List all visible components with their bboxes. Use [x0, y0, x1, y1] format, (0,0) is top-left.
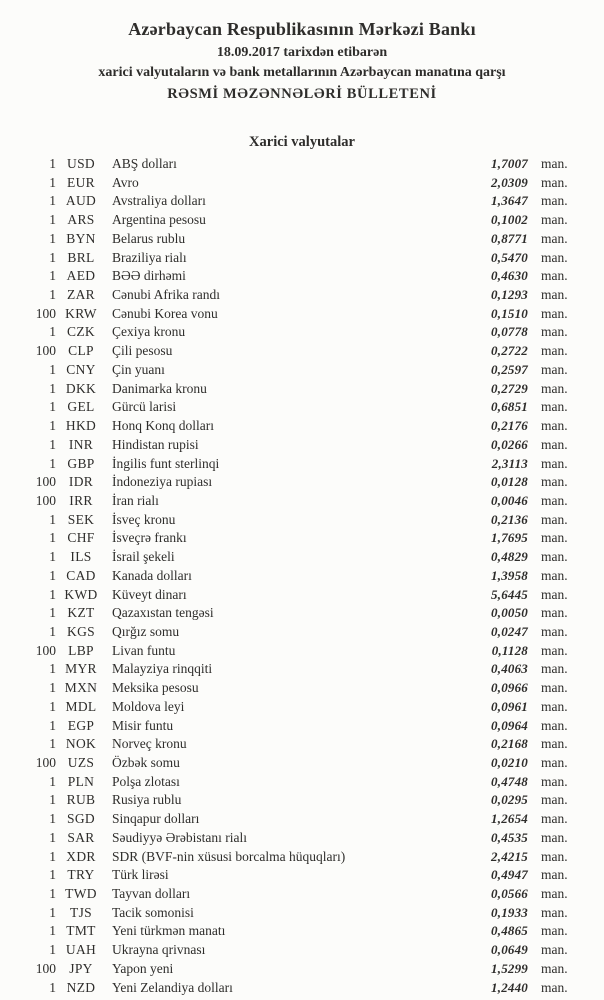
section-title-foreign-currencies: Xarici valyutalar	[249, 134, 355, 150]
rate-code: NZD	[66, 979, 96, 995]
rate-unit: man.	[541, 230, 568, 246]
rate-code: MDL	[65, 698, 97, 714]
rate-value: 0,0050	[491, 605, 528, 621]
rate-code: TRY	[67, 867, 95, 883]
rate-value: 0,1933	[491, 904, 528, 920]
rate-row	[0, 512, 604, 531]
rate-name: Yeni türkmən manatı	[112, 923, 226, 939]
rate-row	[0, 867, 604, 886]
rate-value: 0,4865	[491, 923, 528, 939]
rate-row	[0, 268, 604, 287]
rate-name: Çili pesosu	[112, 343, 173, 359]
rate-code: TJS	[70, 904, 92, 920]
rate-row	[0, 961, 604, 980]
rate-code: GEL	[67, 399, 95, 415]
rate-code: CAD	[66, 567, 96, 583]
rate-row	[0, 456, 604, 475]
rate-code: NOK	[65, 736, 97, 752]
rate-unit: man.	[541, 642, 568, 658]
rate-value: 0,0128	[491, 474, 528, 490]
rate-value: 0,5470	[491, 249, 528, 265]
rate-value: 2,0309	[491, 174, 528, 190]
rate-qty: 1	[49, 661, 56, 677]
rate-code: BRL	[67, 249, 95, 265]
rate-unit: man.	[541, 792, 568, 808]
rate-value: 1,3958	[491, 567, 528, 583]
rate-row	[0, 549, 604, 568]
rate-name: Tacik somonisi	[112, 904, 194, 920]
rate-qty: 1	[49, 979, 56, 995]
rate-qty: 1	[49, 380, 56, 396]
rate-unit: man.	[541, 979, 568, 995]
rate-unit: man.	[541, 249, 568, 265]
rate-unit: man.	[541, 942, 568, 958]
rate-value: 0,2722	[491, 343, 528, 359]
rate-unit: man.	[541, 605, 568, 621]
rate-value: 0,0566	[491, 886, 528, 902]
rate-qty: 1	[49, 418, 56, 434]
rate-qty: 1	[49, 156, 56, 171]
rate-row	[0, 605, 604, 624]
rate-code: ZAR	[67, 287, 95, 303]
rate-value: 0,2597	[491, 361, 528, 377]
rate-name: Belarus rublu	[112, 230, 186, 246]
rate-unit: man.	[541, 736, 568, 752]
bank-title: Azərbaycan Respublikasının Mərkəzi Bankı	[128, 19, 476, 39]
rate-name: Kanada dolları	[112, 567, 192, 583]
rate-row	[0, 418, 604, 437]
rate-value: 1,3647	[491, 193, 528, 209]
rates-table	[0, 156, 604, 998]
rate-value: 0,0295	[491, 792, 528, 808]
rate-qty: 1	[49, 923, 56, 939]
rate-name: Türk lirəsi	[112, 867, 169, 883]
rate-code: INR	[68, 436, 94, 452]
rate-code: SEK	[67, 511, 95, 527]
rate-qty: 1	[49, 567, 56, 583]
rate-code: EGP	[67, 717, 95, 733]
rate-row	[0, 680, 604, 699]
rate-unit: man.	[541, 960, 568, 976]
rate-row	[0, 886, 604, 905]
rate-row	[0, 811, 604, 830]
rate-name: Rusiya rublu	[112, 792, 182, 808]
rate-unit: man.	[541, 455, 568, 471]
rate-name: İsrail şekeli	[112, 549, 175, 565]
rate-name: Qazaxıstan tengəsi	[112, 605, 214, 621]
rate-value: 0,4829	[491, 549, 528, 565]
rate-row	[0, 792, 604, 811]
rate-qty: 1	[49, 193, 56, 209]
rate-name: Avstraliya dolları	[112, 193, 206, 209]
rate-value: 0,6851	[491, 399, 528, 415]
rate-code: XDR	[66, 848, 96, 864]
rate-value: 0,0266	[491, 436, 528, 452]
document-header	[0, 0, 604, 105]
rate-code: KGS	[67, 623, 95, 639]
rate-code: CHF	[67, 530, 95, 546]
rate-unit: man.	[541, 530, 568, 546]
rate-name: Cənubi Korea vonu	[112, 305, 218, 321]
rate-qty: 1	[49, 268, 56, 284]
rate-value: 0,2168	[491, 736, 528, 752]
rate-name: Özbək somu	[112, 755, 180, 770]
rate-unit: man.	[541, 287, 568, 303]
rate-name: SDR (BVF-nin xüsusi borcalma hüquqları)	[112, 848, 346, 864]
rate-row	[0, 437, 604, 456]
rate-code: LBP	[68, 642, 94, 658]
rate-name: Avro	[112, 174, 139, 190]
rate-row	[0, 774, 604, 793]
rate-code: CLP	[68, 343, 94, 359]
bulletin-title: RƏSMİ MƏZƏNNƏLƏRİ BÜLLETENİ	[167, 86, 437, 102]
rate-value: 5,6445	[491, 586, 528, 602]
rate-unit: man.	[541, 698, 568, 714]
rate-name: Qırğız somu	[112, 623, 180, 639]
rate-unit: man.	[541, 511, 568, 527]
rate-value: 0,0964	[491, 717, 528, 733]
rate-name: Honq Konq dolları	[112, 418, 214, 434]
rate-qty: 1	[49, 867, 56, 883]
rate-row	[0, 568, 604, 587]
rate-row	[0, 474, 604, 493]
rate-qty: 1	[49, 399, 56, 415]
rate-unit: man.	[541, 492, 568, 508]
rate-value: 0,0247	[491, 623, 528, 639]
rate-name: Norveç kronu	[112, 736, 187, 752]
rate-qty: 1	[49, 549, 56, 565]
rate-qty: 1	[49, 530, 56, 546]
rate-code: HKD	[65, 418, 97, 434]
rate-value: 1,2440	[491, 979, 528, 995]
rate-value: 0,1002	[491, 212, 528, 228]
rate-qty: 1	[49, 792, 56, 808]
rate-name: Küveyt dinarı	[112, 586, 187, 602]
rate-value: 0,1510	[491, 305, 528, 321]
rate-qty: 1	[49, 942, 56, 958]
rate-qty: 1	[49, 361, 56, 377]
rate-qty: 1	[49, 511, 56, 527]
rate-value: 0,2136	[491, 511, 528, 527]
rate-row	[0, 324, 604, 343]
rate-qty: 1	[49, 623, 56, 639]
rate-row	[0, 587, 604, 606]
rate-value: 0,4748	[491, 773, 528, 789]
rate-code: KZT	[67, 605, 95, 621]
rate-row	[0, 699, 604, 718]
rate-name: İsveçrə frankı	[112, 530, 187, 546]
rate-unit: man.	[541, 680, 568, 696]
rate-qty: 1	[49, 680, 56, 696]
rate-name: Səudiyyə Ərəbistanı rialı	[112, 829, 247, 845]
rate-unit: man.	[541, 567, 568, 583]
rate-unit: man.	[541, 418, 568, 434]
rate-value: 0,0966	[491, 680, 528, 696]
rate-code: AUD	[65, 193, 97, 209]
rate-qty: 1	[49, 212, 56, 228]
rate-row	[0, 923, 604, 942]
rate-code: AED	[66, 268, 96, 284]
rate-code: USD	[67, 156, 95, 171]
rate-qty: 1	[49, 287, 56, 303]
rate-qty: 1	[49, 174, 56, 190]
rate-code: TMT	[66, 923, 96, 939]
rate-qty: 1	[49, 698, 56, 714]
rate-name: İngilis funt sterlinqi	[112, 455, 220, 471]
rate-row	[0, 381, 604, 400]
rate-row	[0, 306, 604, 325]
rate-value: 1,2654	[491, 811, 528, 827]
rate-name: Yeni Zelandiya dolları	[112, 979, 233, 995]
rate-row	[0, 661, 604, 680]
rate-row	[0, 718, 604, 737]
rate-code: BYN	[66, 230, 96, 246]
rate-unit: man.	[541, 549, 568, 565]
rate-value: 2,3113	[491, 455, 528, 471]
rate-unit: man.	[541, 436, 568, 452]
rate-row	[0, 343, 604, 362]
rate-name: İsveç kronu	[112, 511, 176, 527]
rate-value: 2,4215	[491, 848, 528, 864]
rate-qty: 1	[49, 904, 56, 920]
rate-code: MYR	[65, 661, 97, 677]
rate-unit: man.	[541, 174, 568, 190]
rate-value: 0,0649	[491, 942, 528, 958]
rate-code: IDR	[68, 474, 94, 490]
rate-unit: man.	[541, 193, 568, 209]
rate-code: CZK	[67, 324, 95, 340]
rate-qty: 1	[49, 886, 56, 902]
rate-row	[0, 624, 604, 643]
rate-name: İndoneziya rupiası	[112, 474, 213, 490]
rate-qty: 100	[35, 305, 56, 321]
rate-unit: man.	[541, 343, 568, 359]
rate-value: 0,2729	[491, 380, 528, 396]
rate-code: GBP	[67, 455, 95, 471]
rate-qty: 100	[35, 642, 56, 658]
rate-value: 0,0046	[491, 492, 528, 508]
rate-unit: man.	[541, 324, 568, 340]
rate-unit: man.	[541, 212, 568, 228]
rate-qty: 1	[49, 605, 56, 621]
rate-unit: man.	[541, 586, 568, 602]
rate-unit: man.	[541, 811, 568, 827]
rate-qty: 1	[49, 249, 56, 265]
rate-row	[0, 175, 604, 194]
rate-qty: 1	[49, 586, 56, 602]
rate-value: 0,4630	[491, 268, 528, 284]
rate-qty: 1	[49, 717, 56, 733]
rate-qty: 1	[49, 230, 56, 246]
rate-row	[0, 212, 604, 231]
rate-unit: man.	[541, 305, 568, 321]
rate-unit: man.	[541, 717, 568, 733]
rate-row	[0, 231, 604, 250]
rate-code: KWD	[64, 586, 98, 602]
rate-name: İran rialı	[112, 492, 159, 508]
rate-code: EUR	[67, 174, 95, 190]
rate-qty: 1	[49, 848, 56, 864]
rate-name: Sinqapur dolları	[112, 811, 200, 827]
rate-row	[0, 530, 604, 549]
rate-qty: 1	[49, 829, 56, 845]
rate-qty: 1	[49, 324, 56, 340]
rate-code: PLN	[67, 773, 95, 789]
rate-unit: man.	[541, 623, 568, 639]
rate-row	[0, 830, 604, 849]
rate-name: Çin yuanı	[112, 361, 165, 377]
rate-unit: man.	[541, 661, 568, 677]
rate-name: Danimarka kronu	[112, 380, 207, 396]
rate-qty: 100	[35, 960, 56, 976]
rate-row	[0, 399, 604, 418]
rate-row	[0, 942, 604, 961]
rate-row	[0, 493, 604, 512]
rate-qty: 1	[49, 736, 56, 752]
rate-code: UAH	[65, 942, 97, 958]
rate-value: 1,5299	[491, 960, 528, 976]
rate-name: Livan funtu	[112, 642, 176, 658]
rate-unit: man.	[541, 867, 568, 883]
rate-value: 0,8771	[491, 230, 528, 246]
rate-unit: man.	[541, 361, 568, 377]
rate-value: 0,0961	[491, 698, 528, 714]
rate-row	[0, 755, 604, 774]
rate-row	[0, 849, 604, 868]
rate-unit: man.	[541, 399, 568, 415]
rate-unit: man.	[541, 886, 568, 902]
rate-code: DKK	[65, 380, 97, 396]
rate-row	[0, 362, 604, 381]
rate-unit: man.	[541, 755, 568, 770]
rate-name: Malayziya rinqqiti	[112, 661, 213, 677]
rate-name: Yapon yeni	[112, 960, 174, 976]
rate-qty: 1	[49, 436, 56, 452]
rate-value: 0,1128	[491, 642, 528, 658]
rate-qty: 100	[35, 755, 56, 770]
rate-unit: man.	[541, 904, 568, 920]
rate-code: CNY	[66, 361, 96, 377]
rate-value: 0,0778	[491, 324, 528, 340]
rate-qty: 1	[49, 455, 56, 471]
rate-name: Tayvan dolları	[112, 886, 191, 902]
rate-code: RUB	[66, 792, 96, 808]
rate-name: Polşa zlotası	[112, 773, 180, 789]
rate-value: 1,7007	[491, 156, 528, 171]
rate-unit: man.	[541, 848, 568, 864]
rate-name: Argentina pesosu	[112, 212, 206, 228]
rate-row	[0, 736, 604, 755]
rate-name: Ukrayna qrivnası	[112, 942, 206, 958]
rate-row	[0, 156, 604, 175]
rate-value: 0,2176	[491, 418, 528, 434]
rate-name: Meksika pesosu	[112, 680, 199, 696]
rate-value: 0,4063	[491, 661, 528, 677]
rate-name: Çexiya kronu	[112, 324, 186, 340]
rate-qty: 100	[35, 492, 56, 508]
rate-value: 0,4947	[491, 867, 528, 883]
rate-name: Gürcü larisi	[112, 399, 177, 415]
rate-unit: man.	[541, 923, 568, 939]
rate-name: Cənubi Afrika randı	[112, 287, 220, 303]
rate-qty: 100	[35, 474, 56, 490]
rate-code: SGD	[67, 811, 95, 827]
rate-code: ARS	[67, 212, 95, 228]
rates-table-body	[0, 156, 604, 998]
rate-unit: man.	[541, 380, 568, 396]
rate-value: 0,4535	[491, 829, 528, 845]
rate-code: ILS	[70, 549, 92, 565]
rate-code: JPY	[69, 960, 93, 976]
rate-unit: man.	[541, 268, 568, 284]
rate-name: Moldova leyi	[112, 698, 185, 714]
rate-row	[0, 905, 604, 924]
rate-code: IRR	[69, 492, 93, 508]
rate-name: Misir funtu	[112, 717, 174, 733]
rate-name: Hindistan rupisi	[112, 436, 199, 452]
rate-code: KRW	[65, 305, 97, 321]
rate-code: MXN	[64, 680, 98, 696]
rate-row	[0, 980, 604, 999]
rate-code: SAR	[67, 829, 95, 845]
rate-row	[0, 643, 604, 662]
rate-qty: 1	[49, 811, 56, 827]
rate-row	[0, 287, 604, 306]
rate-name: BƏƏ dirhəmi	[112, 268, 186, 284]
rate-unit: man.	[541, 156, 568, 171]
rate-name: Braziliya rialı	[112, 249, 187, 265]
rate-value: 0,1293	[491, 287, 528, 303]
rate-value: 1,7695	[491, 530, 528, 546]
rate-qty: 100	[35, 343, 56, 359]
rate-name: ABŞ dolları	[112, 156, 177, 171]
rate-value: 0,0210	[491, 755, 528, 770]
rate-row	[0, 193, 604, 212]
rate-code: UZS	[67, 755, 95, 770]
rate-unit: man.	[541, 829, 568, 845]
rate-unit: man.	[541, 773, 568, 789]
document-subtitle: xarici valyutaların və bank metallarının Azərbaycan manatına qarşı	[98, 65, 506, 80]
rate-qty: 1	[49, 773, 56, 789]
rate-code: TWD	[65, 886, 97, 902]
effective-date-line: 18.09.2017 tarixdən etibarən	[216, 45, 388, 60]
rate-row	[0, 250, 604, 269]
rate-unit: man.	[541, 474, 568, 490]
